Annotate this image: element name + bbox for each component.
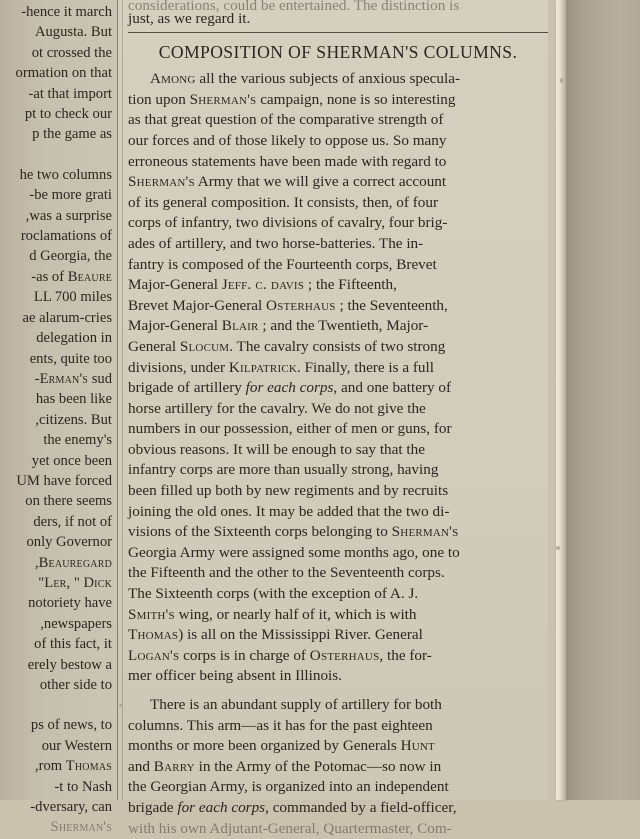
text-line: Thomas) is all on the Mississippi River. General bbox=[128, 626, 423, 644]
text-line: numbers in our possession, either of men or guns, for bbox=[128, 420, 452, 438]
article-headline: COMPOSITION OF SHERMAN'S COLUMNS. bbox=[158, 41, 518, 62]
text-line: Erman's sud- bbox=[34, 370, 112, 387]
small-caps-name: Beaure bbox=[67, 268, 112, 285]
paragraph-composition bbox=[128, 69, 548, 687]
italic-phrase: for each corps bbox=[245, 379, 334, 397]
text-line: brigade for each corps, commanded by a field-officer, bbox=[128, 798, 457, 816]
text-line: erroneous statements have been made with regard to bbox=[128, 152, 447, 170]
text-line: Georgia Army were assigned some months ago, one to bbox=[128, 543, 460, 561]
text-line: divisions, under Kilpatrick. Finally, there is a full bbox=[128, 358, 434, 376]
text-line: only Governor bbox=[26, 534, 112, 551]
paper-speck bbox=[556, 546, 560, 550]
text-line: our Western bbox=[41, 737, 112, 754]
text-line: fantry is composed of the Fourteenth corps, Brevet bbox=[128, 255, 437, 273]
text-line: There is an abundant supply of artillery for both bbox=[150, 696, 442, 713]
text-line: the enemy's bbox=[43, 432, 112, 449]
small-caps-name: Sherman's bbox=[391, 523, 459, 541]
paragraph-gap bbox=[0, 145, 112, 165]
text-line: erely bestow a bbox=[27, 656, 112, 673]
paper-speck bbox=[560, 78, 563, 83]
text-line: p the game as bbox=[32, 126, 112, 143]
text-line: Brevet Major-General Osterhaus ; the Seventeenth, bbox=[128, 296, 448, 314]
text-line: columns. This arm—as it has for the past eighteen bbox=[128, 716, 433, 734]
text-line: at that import- bbox=[28, 85, 112, 102]
text-line: our forces and of those likely to oppose us. So many bbox=[128, 131, 447, 149]
text-line: Ler, " Dick" bbox=[38, 574, 112, 591]
small-caps-name: Sherman's bbox=[128, 173, 195, 191]
left-column-clipped-text bbox=[0, 0, 116, 838]
text-line: the Fifteenth and the other to the Seventeenth corps. bbox=[128, 564, 445, 582]
text-line: hence it march- bbox=[21, 4, 112, 20]
paper-speck bbox=[119, 704, 122, 707]
text-line: the Georgian Army, is organized into an independent bbox=[128, 778, 449, 796]
text-line: UM have forced bbox=[16, 472, 112, 489]
small-caps-name: Smith's bbox=[128, 605, 175, 623]
text-line: be more grati- bbox=[29, 187, 112, 204]
small-caps-name: Ler bbox=[44, 574, 67, 591]
column-divider-rule-secondary bbox=[122, 0, 123, 800]
text-line: was a surprise, bbox=[25, 207, 112, 224]
text-line: Augusta. But bbox=[34, 24, 112, 41]
small-caps-name: Kilpatrick bbox=[228, 358, 298, 376]
text-line: been filled up both by new regiments and by recruits bbox=[128, 482, 449, 500]
text-line: corps of infantry, two divisions of cavalry, four brig- bbox=[128, 214, 448, 232]
text-line: ders, if not of bbox=[33, 513, 112, 530]
text-line: he two columns bbox=[19, 166, 112, 183]
text-line: delegation in bbox=[36, 330, 112, 347]
text-line: Smith's wing, or nearly half of it, which is with bbox=[128, 605, 417, 623]
text-line: citizens. But, bbox=[35, 411, 112, 428]
text-line: as that great question of the comparative strength of bbox=[128, 111, 444, 129]
text-line: yet once been bbox=[31, 452, 112, 469]
small-caps-name: Sherman's bbox=[189, 90, 257, 108]
text-line: t to Nash- bbox=[54, 778, 112, 795]
text-line: visions of the Sixteenth corps belonging to Sherman's bbox=[128, 523, 459, 541]
text-line: with his own Adjutant-General, Quartermaster, Com- bbox=[128, 819, 452, 837]
small-caps-name: Jeff. c. davis bbox=[221, 276, 305, 294]
text-line: just, as we regard it. bbox=[128, 10, 251, 27]
text-line: newspapers, bbox=[40, 615, 112, 632]
text-line: Among all the various subjects of anxious specula- bbox=[150, 70, 461, 88]
section-divider bbox=[128, 32, 548, 33]
small-caps-name: Osterhaus bbox=[309, 646, 380, 664]
text-line: Major-General Blair ; and the Twentieth, Major- bbox=[128, 317, 429, 335]
text-line: other side to bbox=[39, 677, 112, 693]
text-line: as of Beaure- bbox=[31, 268, 112, 285]
text-line: notoriety have bbox=[28, 595, 112, 612]
text-line: of this fact, it bbox=[34, 636, 112, 653]
text-line: infantry corps are more than usually strong, having bbox=[128, 461, 439, 479]
text-line: ades of artillery, and two horse-batteries. The in- bbox=[128, 234, 424, 252]
paragraph-gap bbox=[128, 687, 548, 695]
text-line: ormation on that bbox=[15, 65, 112, 82]
text-line: brigade of artillery for each corps, and one battery of bbox=[128, 379, 452, 397]
paragraph-artillery bbox=[128, 695, 548, 837]
text-line: on there seems bbox=[25, 493, 112, 510]
preceding-article-tail bbox=[128, 0, 548, 30]
page-edge-shadow bbox=[566, 0, 640, 800]
small-caps-name: Among bbox=[150, 70, 196, 88]
small-caps-name: Barry bbox=[153, 757, 195, 775]
text-line: mer officer being absent in Illinois. bbox=[128, 667, 342, 685]
text-line: tion upon Sherman's campaign, none is so interesting bbox=[128, 90, 456, 108]
small-caps-name: Osterhaus bbox=[266, 296, 336, 314]
text-line: has been like bbox=[35, 391, 112, 408]
text-line: ae alarum-cries bbox=[22, 309, 112, 326]
text-line: ps of news, to bbox=[30, 717, 112, 734]
text-line: Major-General Jeff. c. davis ; the Fifteenth, bbox=[128, 276, 397, 294]
text-line: dversary, can- bbox=[30, 799, 112, 816]
small-caps-name: Thomas bbox=[65, 758, 112, 775]
text-line: horse artillery for the cavalry. We do not give the bbox=[128, 399, 426, 417]
small-caps-name: Logan's bbox=[128, 646, 180, 664]
small-caps-name: Dick bbox=[83, 574, 112, 591]
text-line: rom Thomas, bbox=[34, 758, 112, 775]
text-line: roclamations of bbox=[20, 228, 112, 245]
text-line: joining the old ones. It may be added that the two di- bbox=[128, 502, 450, 520]
text-line: General Slocum. The cavalry consists of two strong bbox=[128, 337, 446, 355]
text-line: considerations, could be entertained. The distinction is bbox=[128, 0, 460, 14]
text-line: LL 700 miles bbox=[33, 289, 112, 306]
text-line: months or more been organized by Generals Hunt bbox=[128, 737, 435, 755]
small-caps-name: Blair bbox=[221, 317, 259, 335]
text-line: Logan's corps is in charge of Osterhaus, the for- bbox=[128, 646, 432, 664]
paragraph-gap bbox=[0, 695, 112, 715]
text-line: and Barry in the Army of the Potomac—so now in bbox=[128, 757, 442, 775]
text-line bbox=[0, 817, 112, 837]
text-line: obvious reasons. It will be enough to say that the bbox=[128, 440, 425, 458]
small-caps-name: Slocum bbox=[179, 337, 230, 355]
small-caps-name: Hunt bbox=[400, 737, 435, 755]
text-line: Beauregard, bbox=[34, 554, 112, 571]
small-caps-name: Thomas bbox=[128, 626, 179, 644]
column-divider-rule bbox=[117, 0, 118, 800]
text-line: The Sixteenth corps (with the exception of A. J. bbox=[128, 585, 419, 603]
main-column-article bbox=[128, 0, 548, 837]
text-line: Sherman's Army that we will give a correct account bbox=[128, 173, 447, 191]
text-line: of its general composition. It consists, then, of four bbox=[128, 193, 439, 211]
page-edge-curl bbox=[556, 0, 566, 800]
text-line: pt to check our bbox=[24, 106, 112, 123]
italic-phrase: for each corps bbox=[177, 798, 266, 816]
text-line: ents, quite too bbox=[29, 350, 112, 367]
text-line: ot crossed the bbox=[31, 44, 112, 61]
text-line: d Georgia, the bbox=[29, 248, 112, 265]
small-caps-name: Erman's bbox=[39, 370, 89, 387]
small-caps-name: Beauregard bbox=[38, 554, 112, 571]
small-caps-name: Sherman's bbox=[50, 819, 112, 836]
